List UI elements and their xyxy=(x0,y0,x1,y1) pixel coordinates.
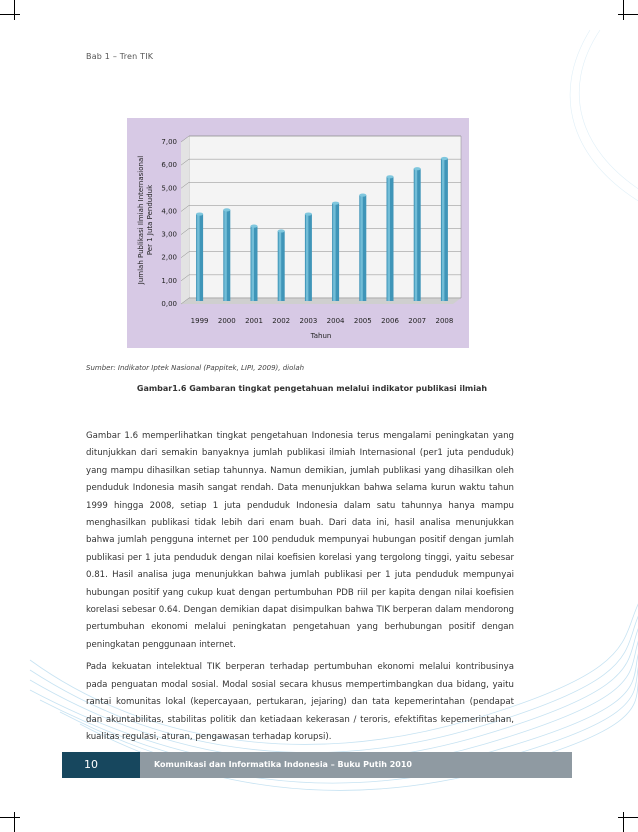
paragraph-2: Pada kekuatan intelektual TIK berperan terhadap pertumbuhan ekonomi melalui kontribusinya pada penguatan modal sosial. Modal sosial secara khusus mempertimbangkan dua bidang, yaitu rantai komunitas lokal (kepercayaan, pertukaran, jejaring) dan tata kepemerintahan (pendapat dan akuntabilitas, stabilitas politik dan ketiadaan kekerasan / teroris, efektifitas kepemerintahan, kualitas regulasi, aturan, pengawasan terhadap korupsi). xyxy=(86,662,514,742)
x-tick-label: 2005 xyxy=(353,317,372,325)
x-tick-label: 2001 xyxy=(245,317,263,325)
bar-highlight xyxy=(333,203,336,301)
y-axis-title-line2: Per 1 Juta Penduduk xyxy=(146,184,154,256)
x-tick-label: 1999 xyxy=(190,317,209,325)
y-axis-title-line1: Jumlah Publikasi Ilmiah Internasional xyxy=(137,155,145,285)
y-tick-label: 6,00 xyxy=(161,161,177,170)
chart xyxy=(127,118,469,348)
x-tick-label: 2007 xyxy=(408,317,427,325)
bar-chart xyxy=(127,118,469,348)
y-tick-label: 4,00 xyxy=(161,207,177,216)
bar-highlight xyxy=(442,159,445,301)
bar-cap xyxy=(251,224,258,227)
bar-highlight xyxy=(252,226,255,301)
bar-cap xyxy=(359,193,366,196)
bar-cap xyxy=(305,212,312,215)
y-tick-label: 1,00 xyxy=(161,276,177,285)
footer-title: Komunikasi dan Informatika Indonesia – Buku Putih 2010 xyxy=(154,760,412,769)
x-tick-label: 2000 xyxy=(217,317,236,325)
x-tick-label: 2004 xyxy=(326,317,345,325)
x-tick-label: 2006 xyxy=(381,317,399,325)
bar-highlight xyxy=(306,214,309,301)
bar-highlight xyxy=(224,210,227,301)
bar-highlight xyxy=(279,231,282,301)
footer-bar xyxy=(62,752,572,778)
bar-cap xyxy=(223,208,230,211)
paragraph-1: Gambar 1.6 memperlihatkan tingkat pengetahuan Indonesia terus mengalami peningkatan yang ditunjukkan dari semakin banyaknya jumlah publikasi ilmiah Internasional (per1 juta penduduk) yang mampu dihasilkan setiap tahunnya. Namun demikian, jumlah publikasi yang dihasilkan oleh penduduk Indonesia masih sangat rendah. Data menunjukkan bahwa selama kurun waktu tahun 1999 hingga 2008, setiap 1 juta penduduk Indonesia dalam satu tahunnya hanya mampu menghasilkan publikasi tidak lebih dari enam buah. Dari data ini, hasil analisa menunjukkan bahwa jumlah pengguna internet per 100 penduduk mempunyai hubungan positif dengan jumlah publikasi per 1 juta penduduk dengan nilai koefisien korelasi yang tergolong tinggi, yaitu sebesar 0.81. Hasil analisa juga menunjukkan bahwa jumlah publikasi per 1 juta penduduk mempunyai hubungan positif yang cukup kuat dengan pertumbuhan PDB riil per kapita dengan nilai koefisien korelasi sebesar 0.64. Dengan demikian dapat disimpulkan bahwa TIK berperan dalam mendorong pertumbuhan ekonomi melalui peningkatan pengetahuan yang berhubungan positif dengan peningkatan penggunaan internet. xyxy=(86,431,514,650)
page-number: 10 xyxy=(62,752,140,778)
chapter-header: Bab 1 – Tren TIK xyxy=(86,52,154,61)
bar-cap xyxy=(441,157,448,160)
bar-cap xyxy=(387,175,394,178)
figure-source: Sumber: Indikator Iptek Nasional (Pappitek, LIPI, 2009), diolah xyxy=(86,364,305,372)
y-tick-label: 2,00 xyxy=(161,253,177,262)
y-tick-label: 3,00 xyxy=(161,230,177,239)
figure-caption: Gambar1.6 Gambaran tingkat pengetahuan melalui indikator publikasi ilmiah xyxy=(136,384,488,393)
body-text xyxy=(86,428,514,751)
plot-side-wall xyxy=(181,136,189,304)
bar-highlight xyxy=(360,195,363,301)
bar-highlight xyxy=(197,214,200,301)
x-tick-label: 2008 xyxy=(435,317,454,325)
bar-highlight xyxy=(388,177,391,301)
bar-cap xyxy=(332,202,339,205)
y-tick-label: 0,00 xyxy=(161,300,177,308)
y-tick-label: 7,00 xyxy=(161,138,177,146)
x-axis-title: Tahun xyxy=(310,332,332,340)
x-tick-label: 2003 xyxy=(299,317,318,325)
x-tick-label: 2002 xyxy=(272,317,291,325)
bar-highlight xyxy=(415,169,418,301)
bar-cap xyxy=(196,212,203,215)
bar-cap xyxy=(414,167,421,170)
bar-cap xyxy=(278,229,285,232)
y-tick-label: 5,00 xyxy=(161,184,177,193)
